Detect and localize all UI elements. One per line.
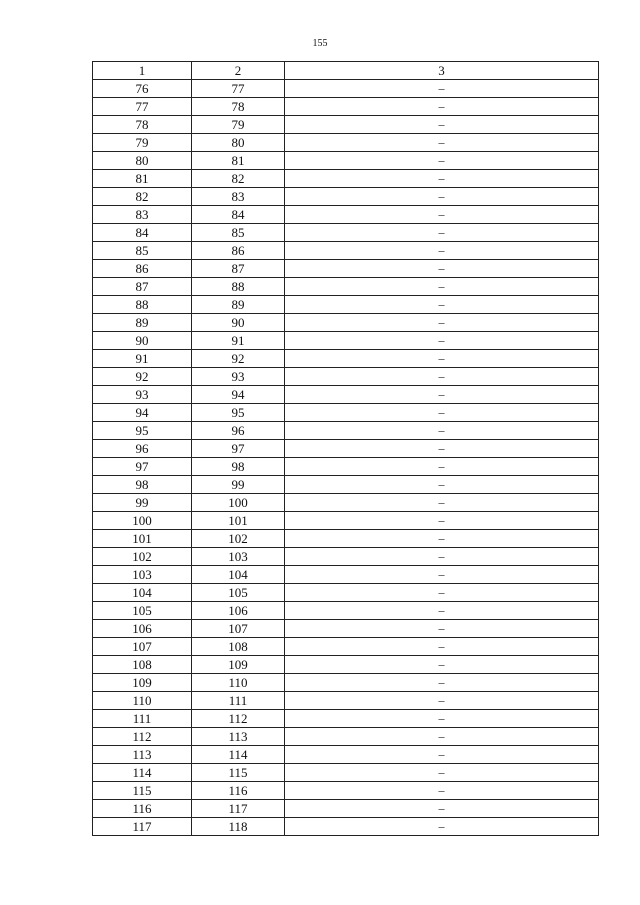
table-row (93, 314, 599, 332)
column-1-cell: 86 (93, 260, 192, 278)
column-3-cell: – (285, 422, 599, 440)
column-1-cell: 101 (93, 530, 192, 548)
table-row (93, 656, 599, 674)
column-2-cell: 82 (192, 170, 285, 188)
column-2-cell: 115 (192, 764, 285, 782)
table-row (93, 764, 599, 782)
column-3-cell: – (285, 656, 599, 674)
column-2-cell: 85 (192, 224, 285, 242)
column-1-cell: 79 (93, 134, 192, 152)
column-3-cell: – (285, 728, 599, 746)
column-3-cell: – (285, 638, 599, 656)
column-1-cell: 92 (93, 368, 192, 386)
table-row (93, 800, 599, 818)
column-3-cell: – (285, 530, 599, 548)
column-2-cell: 92 (192, 350, 285, 368)
column-3-cell: – (285, 602, 599, 620)
column-1-cell: 99 (93, 494, 192, 512)
column-1-cell: 106 (93, 620, 192, 638)
column-1-cell: 112 (93, 728, 192, 746)
column-3-cell: – (285, 278, 599, 296)
table-row (93, 242, 599, 260)
column-2-cell: 97 (192, 440, 285, 458)
table-body (93, 80, 599, 836)
table-row (93, 728, 599, 746)
column-3-cell: – (285, 368, 599, 386)
column-1-cell: 80 (93, 152, 192, 170)
column-1-cell: 91 (93, 350, 192, 368)
column-header-1: 1 (93, 62, 192, 80)
column-2-cell: 108 (192, 638, 285, 656)
table-row (93, 782, 599, 800)
column-3-cell: – (285, 584, 599, 602)
table-row (93, 332, 599, 350)
column-2-cell: 106 (192, 602, 285, 620)
table-row (93, 278, 599, 296)
table-row (93, 422, 599, 440)
column-2-cell: 113 (192, 728, 285, 746)
table-row (93, 224, 599, 242)
column-header-2: 2 (192, 62, 285, 80)
column-3-cell: – (285, 188, 599, 206)
column-3-cell: – (285, 800, 599, 818)
table-row (93, 602, 599, 620)
table-row (93, 170, 599, 188)
column-3-cell: – (285, 620, 599, 638)
column-1-cell: 117 (93, 818, 192, 836)
column-1-cell: 78 (93, 116, 192, 134)
column-2-cell: 109 (192, 656, 285, 674)
column-1-cell: 104 (93, 584, 192, 602)
column-1-cell: 116 (93, 800, 192, 818)
column-3-cell: – (285, 692, 599, 710)
table-row (93, 368, 599, 386)
column-2-cell: 96 (192, 422, 285, 440)
column-2-cell: 110 (192, 674, 285, 692)
column-2-cell: 117 (192, 800, 285, 818)
column-2-cell: 87 (192, 260, 285, 278)
column-1-cell: 97 (93, 458, 192, 476)
column-1-cell: 96 (93, 440, 192, 458)
column-1-cell: 83 (93, 206, 192, 224)
column-2-cell: 90 (192, 314, 285, 332)
column-2-cell: 88 (192, 278, 285, 296)
column-2-cell: 81 (192, 152, 285, 170)
page-number: 155 (312, 38, 328, 49)
table-row (93, 548, 599, 566)
column-2-cell: 104 (192, 566, 285, 584)
table-row (93, 440, 599, 458)
column-1-cell: 114 (93, 764, 192, 782)
column-1-cell: 102 (93, 548, 192, 566)
column-3-cell: – (285, 710, 599, 728)
column-3-cell: – (285, 566, 599, 584)
column-1-cell: 107 (93, 638, 192, 656)
column-3-cell: – (285, 674, 599, 692)
column-2-cell: 78 (192, 98, 285, 116)
column-1-cell: 113 (93, 746, 192, 764)
column-3-cell: – (285, 206, 599, 224)
table-row (93, 98, 599, 116)
column-1-cell: 111 (93, 710, 192, 728)
table-row (93, 260, 599, 278)
column-1-cell: 95 (93, 422, 192, 440)
column-1-cell: 109 (93, 674, 192, 692)
column-3-cell: – (285, 404, 599, 422)
column-2-cell: 111 (192, 692, 285, 710)
column-2-cell: 86 (192, 242, 285, 260)
column-2-cell: 79 (192, 116, 285, 134)
table-row (93, 458, 599, 476)
column-1-cell: 77 (93, 98, 192, 116)
table-row (93, 206, 599, 224)
column-header-3: 3 (285, 62, 599, 80)
column-2-cell: 114 (192, 746, 285, 764)
table-row (93, 674, 599, 692)
column-1-cell: 100 (93, 512, 192, 530)
column-3-cell: – (285, 764, 599, 782)
column-1-cell: 89 (93, 314, 192, 332)
column-3-cell: – (285, 386, 599, 404)
column-2-cell: 118 (192, 818, 285, 836)
table-row (93, 692, 599, 710)
column-3-cell: – (285, 170, 599, 188)
column-3-cell: – (285, 116, 599, 134)
table-row (93, 638, 599, 656)
column-3-cell: – (285, 818, 599, 836)
column-1-cell: 103 (93, 566, 192, 584)
column-3-cell: – (285, 440, 599, 458)
column-3-cell: – (285, 224, 599, 242)
column-3-cell: – (285, 134, 599, 152)
table-row (93, 818, 599, 836)
column-3-cell: – (285, 476, 599, 494)
column-1-cell: 105 (93, 602, 192, 620)
table-row (93, 530, 599, 548)
table-row (93, 710, 599, 728)
column-2-cell: 107 (192, 620, 285, 638)
column-3-cell: – (285, 512, 599, 530)
column-3-cell: – (285, 458, 599, 476)
table-row (93, 80, 599, 98)
table-header (93, 62, 599, 80)
column-2-cell: 80 (192, 134, 285, 152)
column-3-cell: – (285, 80, 599, 98)
table-row (93, 350, 599, 368)
column-2-cell: 105 (192, 584, 285, 602)
column-2-cell: 99 (192, 476, 285, 494)
column-1-cell: 85 (93, 242, 192, 260)
column-1-cell: 94 (93, 404, 192, 422)
column-3-cell: – (285, 242, 599, 260)
column-2-cell: 77 (192, 80, 285, 98)
column-3-cell: – (285, 782, 599, 800)
column-1-cell: 115 (93, 782, 192, 800)
column-3-cell: – (285, 350, 599, 368)
column-2-cell: 93 (192, 368, 285, 386)
column-1-cell: 93 (93, 386, 192, 404)
column-3-cell: – (285, 746, 599, 764)
table-row (93, 566, 599, 584)
column-1-cell: 108 (93, 656, 192, 674)
column-3-cell: – (285, 152, 599, 170)
column-2-cell: 83 (192, 188, 285, 206)
column-1-cell: 84 (93, 224, 192, 242)
column-2-cell: 103 (192, 548, 285, 566)
table-row (93, 404, 599, 422)
column-3-cell: – (285, 314, 599, 332)
data-table (92, 61, 599, 836)
table-row (93, 134, 599, 152)
column-3-cell: – (285, 260, 599, 278)
table-row (93, 116, 599, 134)
column-3-cell: – (285, 548, 599, 566)
table-row (93, 476, 599, 494)
table-row (93, 620, 599, 638)
column-1-cell: 88 (93, 296, 192, 314)
column-3-cell: – (285, 296, 599, 314)
column-1-cell: 76 (93, 80, 192, 98)
column-1-cell: 90 (93, 332, 192, 350)
column-2-cell: 89 (192, 296, 285, 314)
header-row (93, 62, 599, 80)
table-row (93, 296, 599, 314)
column-1-cell: 98 (93, 476, 192, 494)
column-2-cell: 84 (192, 206, 285, 224)
column-1-cell: 81 (93, 170, 192, 188)
column-2-cell: 94 (192, 386, 285, 404)
column-1-cell: 87 (93, 278, 192, 296)
column-2-cell: 95 (192, 404, 285, 422)
column-2-cell: 98 (192, 458, 285, 476)
column-2-cell: 116 (192, 782, 285, 800)
column-2-cell: 91 (192, 332, 285, 350)
column-2-cell: 100 (192, 494, 285, 512)
table-row (93, 386, 599, 404)
table-row (93, 494, 599, 512)
column-3-cell: – (285, 98, 599, 116)
column-3-cell: – (285, 494, 599, 512)
table-row (93, 512, 599, 530)
column-3-cell: – (285, 332, 599, 350)
table-row (93, 584, 599, 602)
table-row (93, 746, 599, 764)
column-2-cell: 101 (192, 512, 285, 530)
table-row (93, 188, 599, 206)
column-2-cell: 102 (192, 530, 285, 548)
table-row (93, 152, 599, 170)
column-1-cell: 110 (93, 692, 192, 710)
column-2-cell: 112 (192, 710, 285, 728)
column-1-cell: 82 (93, 188, 192, 206)
